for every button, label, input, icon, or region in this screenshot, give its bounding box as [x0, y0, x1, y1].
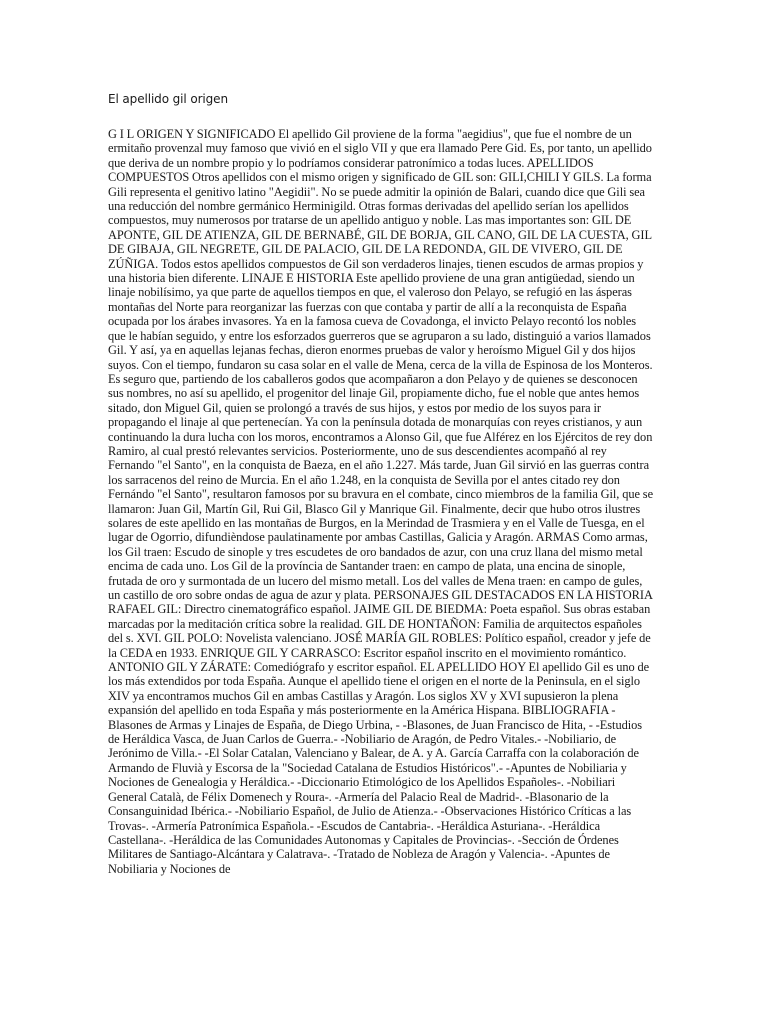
document-body: G I L ORIGEN Y SIGNIFICADO El apellido Gil proviene de la forma "aegidius", que fue el nombre de un ermitaño provenzal muy famoso que vivió en el siglo VII y que era llamado Pere Gid. Es, por tanto, un apellido que deriva de un nombre propio y lo podríamos considerar patronímico a todas luces. APELLIDOS COMPUESTOS Otros apellidos con el mismo origen y significado de GIL son: GILI,CHILI Y GILS. La forma Gili representa el genitivo latino "Aegidii". No se puede admitir la opinión de Balari, cuando dice que Gili sea una reducción del nombre germánico Herminigild. Otras formas derivadas del apellido serían los apellidos compuestos, muy numerosos por tratarse de un apellido antiguo y noble. Las mas importantes son: GIL DE APONTE, GIL DE ATIENZA, GIL DE BERNABÉ, GIL DE BORJA, GIL CANO, GIL DE LA CUESTA, GIL DE GIBAJA, GIL NEGRETE, GIL DE PALACIO, GIL DE LA REDONDA, GIL DE VIVERO, GIL DE ZÚÑIGA. Todos estos apellidos compuestos de Gil son verdaderos linajes, tienen escudos de armas propios y una historia bien diferente. LINAJE E HISTORIA Este apellido proviene de una gran antigüedad, siendo un linaje nobilísimo, ya que parte de aquellos tiempos en que, el valeroso don Pelayo, se refugió en las ásperas montañas del Norte para reorganizar las fuerzas con que contaba y partir de allí a la reconquista de España ocupada por los árabes invasores. Ya en la famosa cueva de Covadonga, el invicto Pelayo recontó los nobles que le habían seguido, y entre los esforzados guerreros que se agruparon a su lado, distinguió a varios llamados Gil. Y así, ya en aquellas lejanas fechas, dieron enormes pruebas de valor y heroísmo Miguel Gil y dos hijos suyos. Con el tiempo, fundaron su casa solar en el valle de Mena, cerca de la villa de Espinosa de los Monteros. Es seguro que, partiendo de los caballeros godos que acompañaron a don Pelayo y de quienes se desconocen sus nombres, no así su apellido, el progenitor del linaje Gil, propiamente dicho, fue el noble que antes hemos sitado, don Miguel Gil, quien se prolongó a través de sus hijos, y estos por medio de los suyos para ir propagando el linaje al que pertenecían. Ya con la península dotada de monarquías con reyes cristianos, y aun continuando la dura lucha con los moros, encontramos a Alonso Gil, que fue Alférez en los Ejércitos de rey don Ramiro, al cual prestó relevantes servicios. Posteriormente, uno de sus descendientes acompañó al rey Fernando "el Santo", en la conquista de Baeza, en el año 1.227. Más tarde, Juan Gil sirvió en las guerras contra los sarracenos del reino de Murcia. En el año 1.248, en la conquista de Sevilla por el antes citado rey don Fernándo "el Santo", resultaron famosos por su bravura en el combate, cinco miembros de la familia Gil, que se llamaron: Juan Gil, Martín Gil, Rui Gil, Blasco Gil y Manrique Gil. Finalmente, decir que hubo otros ilustres solares de este apellido en las montañas de Burgos, en la Merindad de Trasmiera y en el Valle de Tuesga, en el lugar de Ogorrio, difundièndose paulatinamente por ambas Castillas, Galicia y Aragón. ARMAS Como armas, los Gil traen: Escudo de sinople y tres escudetes de oro bandados de azur, con una cruz llana del mismo metal encima de cada uno. Los Gil de la província de Santander traen: en campo de plata, una encina de sinople, frutada de oro y surmontada de un lucero del mismo metall. Los del valles de Mena traen: en campo de gules, un castillo de oro sobre ondas de agua de azur y plata. PERSONAJES GIL DESTACADOS EN LA HISTORIA RAFAEL GIL: Directro cinematográfico español. JAIME GIL DE BIEDMA: Poeta español. Sus obras estaban marcadas por la meditación crítica sobre la realidad. GIL DE HONTAÑON: Familia de arquitectos españoles del s. XVI. GIL POLO: Novelista valenciano. JOSÉ MARÍA GIL ROBLES: Político español, creador y jefe de la CEDA en 1933. ENRIQUE GIL Y CARRASCO: Escritor español inscrito en el movimiento romántico. ANTONIO GIL Y ZÁRATE: Comediógrafo y escritor español. EL APELLIDO HOY El apellido Gil es uno de los más extendidos por toda España. Aunque el apellido tiene el origen en el norte de la Peninsula, en el siglo XIV ya encontramos muchos Gil en ambas Castillas y Aragón. Los siglos XV y XVI supusieron la plena expansión del apellido en toda España y más posteriormente en la América Hispana. BIBLIOGRAFIA -Blasones de Armas y Linajes de España, de Diego Urbina, - -Blasones, de Juan Francisco de Hita, - -Estudios de Heráldica Vasca, de Juan Carlos de Guerra.- -Nobiliario de Aragón, de Pedro Vitales.- -Nobiliario, de Jerónimo de Villa.- -El Solar Catalan, Valenciano y Balear, de A. y A. García Carraffa con la colaboración de Armando de Fluvià y Escorsa de la "Sociedad Catalana de Estudios Históricos".- -Apuntes de Nobiliaria y Nociones de Genealogia y Heráldica.- -Diccionario Etimológico de los Apellidos Españoles-. -Nobiliari General Català, de Félix Domenech y Roura-. -Armería del Palacio Real de Madrid-. -Blasonario de la Consanguinidad Ibérica.- -Nobiliario Español, de Julio de Atienza.- -Observaciones Histórico Críticas a las Trovas-. -Armería Patronímica Española.- -Escudos de Cantabria-. -Heráldica Asturiana-. -Heráldica Castellana-. -Heráldica de las Comunidades Autonomas y Capitales de Provincias-. -Sección de Órdenes Militares de Santiago-Alcántara y Calatrava-. -Tratado de Nobleza de Aragón y Valencia-. -Apuntes de Nobiliaria y Nociones de: [108, 127, 654, 876]
document-title: El apellido gil origen: [108, 92, 228, 106]
